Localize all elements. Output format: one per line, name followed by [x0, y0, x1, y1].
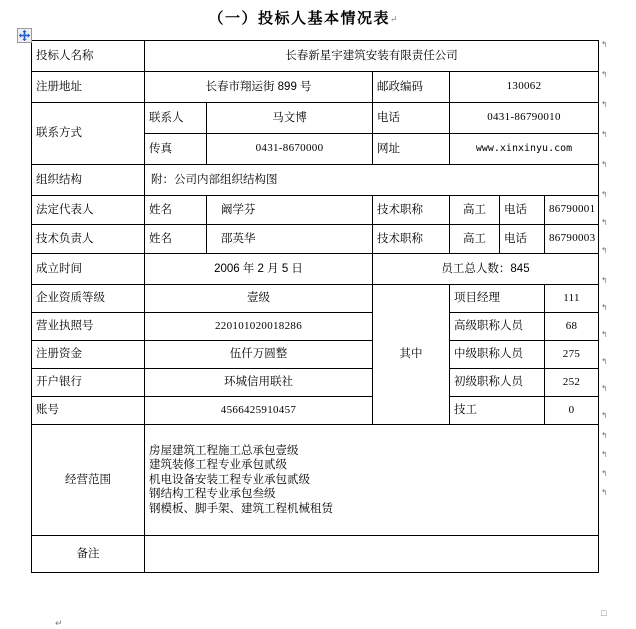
cell-tech-lead-title-label: 技术职称 [373, 225, 450, 254]
cell-tech-lead-name-value[interactable]: 邵英华 [207, 225, 373, 254]
margin-mark-0: ↰ [601, 40, 608, 49]
cell-postcode-value[interactable]: 130062 [450, 72, 599, 103]
cell-qualification-grade-value[interactable]: 壹级 [145, 285, 373, 313]
cell-registered-address-label: 注册地址 [32, 72, 145, 103]
business-scope-line-3: 钢结构工程专业承包叁级 [149, 488, 276, 501]
table-row-bidder-name [32, 41, 599, 72]
margin-mark-6: ↰ [601, 218, 608, 227]
margin-mark-13: ↰ [601, 411, 608, 420]
cell-among-item-1-value[interactable]: 68 [545, 313, 599, 341]
margin-mark-10: ↰ [601, 330, 608, 339]
cell-among-item-1-label: 高级职称人员 [450, 313, 545, 341]
cell-remark-label: 备注 [32, 536, 145, 573]
cell-among-item-4-label: 技工 [450, 397, 545, 425]
cell-org-structure-value[interactable]: 附：公司内部组织结构图 [145, 165, 599, 196]
page-title [0, 0, 636, 29]
table-row-registered-capital [32, 341, 599, 369]
document-end-mark: □ [601, 608, 607, 618]
cell-org-structure-label: 组织结构 [32, 165, 145, 196]
table-row-founded [32, 254, 599, 285]
table-row-org-structure [32, 165, 599, 196]
margin-mark-2: ↰ [601, 100, 608, 109]
margin-mark-8: ↰ [601, 276, 608, 285]
cell-tech-lead-phone-value[interactable]: 86790003 [545, 225, 599, 254]
margin-mark-9: ↰ [601, 303, 608, 312]
cell-business-scope-value[interactable] [145, 425, 599, 536]
cell-registered-capital-value[interactable]: 伍仟万圆整 [145, 341, 373, 369]
cell-contact-fax-label: 传真 [145, 134, 207, 165]
table-row-license-no [32, 313, 599, 341]
margin-mark-7: ↰ [601, 246, 608, 255]
cell-contact-fax-value[interactable]: 0431-8670000 [207, 134, 373, 165]
cell-registered-capital-label: 注册资金 [32, 341, 145, 369]
margin-paragraph-marks [601, 40, 621, 507]
page-title-text: （一）投标人基本情况表 [208, 11, 390, 27]
cell-among-item-0-value[interactable]: 111 [545, 285, 599, 313]
bidder-info-table-wrapper [31, 40, 598, 573]
cell-contact-phone-value[interactable]: 0431-86790010 [450, 103, 599, 134]
margin-mark-12: ↰ [601, 384, 608, 393]
cell-license-no-value[interactable]: 220101020018286 [145, 313, 373, 341]
business-scope-line-1: 建筑装修工程专业承包贰级 [149, 459, 287, 472]
cell-among-item-2-label: 中级职称人员 [450, 341, 545, 369]
business-scope-line-2: 机电设备安装工程专业承包贰级 [149, 473, 310, 486]
margin-mark-3: ↰ [601, 130, 608, 139]
cell-bank-label: 开户银行 [32, 369, 145, 397]
cell-among-item-3-label: 初级职称人员 [450, 369, 545, 397]
cell-legal-rep-label: 法定代表人 [32, 196, 145, 225]
cell-tech-lead-title-value[interactable]: 高工 [450, 225, 500, 254]
business-scope-line-4: 钢模板、脚手架、建筑工程机械租赁 [149, 502, 333, 515]
cell-among-item-2-value[interactable]: 275 [545, 341, 599, 369]
cell-staff-total[interactable]: 员工总人数：845 [373, 254, 599, 285]
table-row-contact-person [32, 103, 599, 134]
business-scope-line-0: 房屋建筑工程施工总承包壹级 [149, 445, 299, 458]
cell-bidder-name-label: 投标人名称 [32, 41, 145, 72]
move-cross-icon [18, 29, 31, 42]
cell-contact-website-label: 网址 [373, 134, 450, 165]
margin-mark-14: ↰ [601, 431, 608, 440]
margin-mark-11: ↰ [601, 357, 608, 366]
table-row-qualification-grade [32, 285, 599, 313]
cell-account-no-value[interactable]: 4566425910457 [145, 397, 373, 425]
cell-among-which-label: 其中 [373, 285, 450, 425]
cell-founded-label: 成立时间 [32, 254, 145, 285]
margin-mark-1: ↰ [601, 70, 608, 79]
cell-among-item-3-value[interactable]: 252 [545, 369, 599, 397]
table-row-registered-address [32, 72, 599, 103]
cell-contact-person-value[interactable]: 马文博 [207, 103, 373, 134]
cell-remark-value[interactable] [145, 536, 599, 573]
cell-license-no-label: 营业执照号 [32, 313, 145, 341]
cell-contact-person-label: 联系人 [145, 103, 207, 134]
cell-tech-lead-phone-label: 电话 [500, 225, 545, 254]
cell-business-scope-label: 经营范围 [32, 425, 145, 536]
cell-legal-rep-phone-value[interactable]: 86790001 [545, 196, 599, 225]
table-row-account-no [32, 397, 599, 425]
margin-mark-17: ↰ [601, 488, 608, 497]
margin-mark-4: ↰ [601, 160, 608, 169]
cell-legal-rep-name-label: 姓名 [145, 196, 207, 225]
cell-bank-value[interactable]: 环城信用联社 [145, 369, 373, 397]
cell-founded-value[interactable]: 2006 年 2 月 5 日 [145, 254, 373, 285]
table-row-business-scope [32, 425, 599, 536]
table-row-tech-lead [32, 225, 599, 254]
bidder-info-table [31, 40, 599, 573]
cell-legal-rep-title-value[interactable]: 高工 [450, 196, 500, 225]
cell-qualification-grade-label: 企业资质等级 [32, 285, 145, 313]
table-row-legal-rep [32, 196, 599, 225]
cell-legal-rep-title-label: 技术职称 [373, 196, 450, 225]
cell-bidder-name-value[interactable]: 长春新星宇建筑安装有限责任公司 [145, 41, 599, 72]
cell-registered-address-value[interactable]: 长春市翔运街 899 号 [145, 72, 373, 103]
cell-tech-lead-name-label: 姓名 [145, 225, 207, 254]
cell-contact-label: 联系方式 [32, 103, 145, 165]
cell-legal-rep-phone-label: 电话 [500, 196, 545, 225]
cell-account-no-label: 账号 [32, 397, 145, 425]
table-row-bank [32, 369, 599, 397]
table-row-remark [32, 536, 599, 573]
cell-legal-rep-name-value[interactable]: 阚学芬 [207, 196, 373, 225]
cell-postcode-label: 邮政编码 [373, 72, 450, 103]
cell-contact-website-value[interactable]: www.xinxinyu.com [450, 134, 599, 165]
margin-mark-15: ↰ [601, 450, 608, 459]
cell-tech-lead-label: 技术负责人 [32, 225, 145, 254]
table-move-handle[interactable] [17, 28, 32, 43]
margin-mark-16: ↰ [601, 469, 608, 478]
cell-among-item-0-label: 项目经理 [450, 285, 545, 313]
cell-among-item-4-value[interactable]: 0 [545, 397, 599, 425]
below-table-paragraph-mark: ↵ [55, 618, 63, 628]
paragraph-mark-icon: ↵ [389, 14, 398, 24]
margin-mark-5: ↰ [601, 190, 608, 199]
cell-contact-phone-label: 电话 [373, 103, 450, 134]
